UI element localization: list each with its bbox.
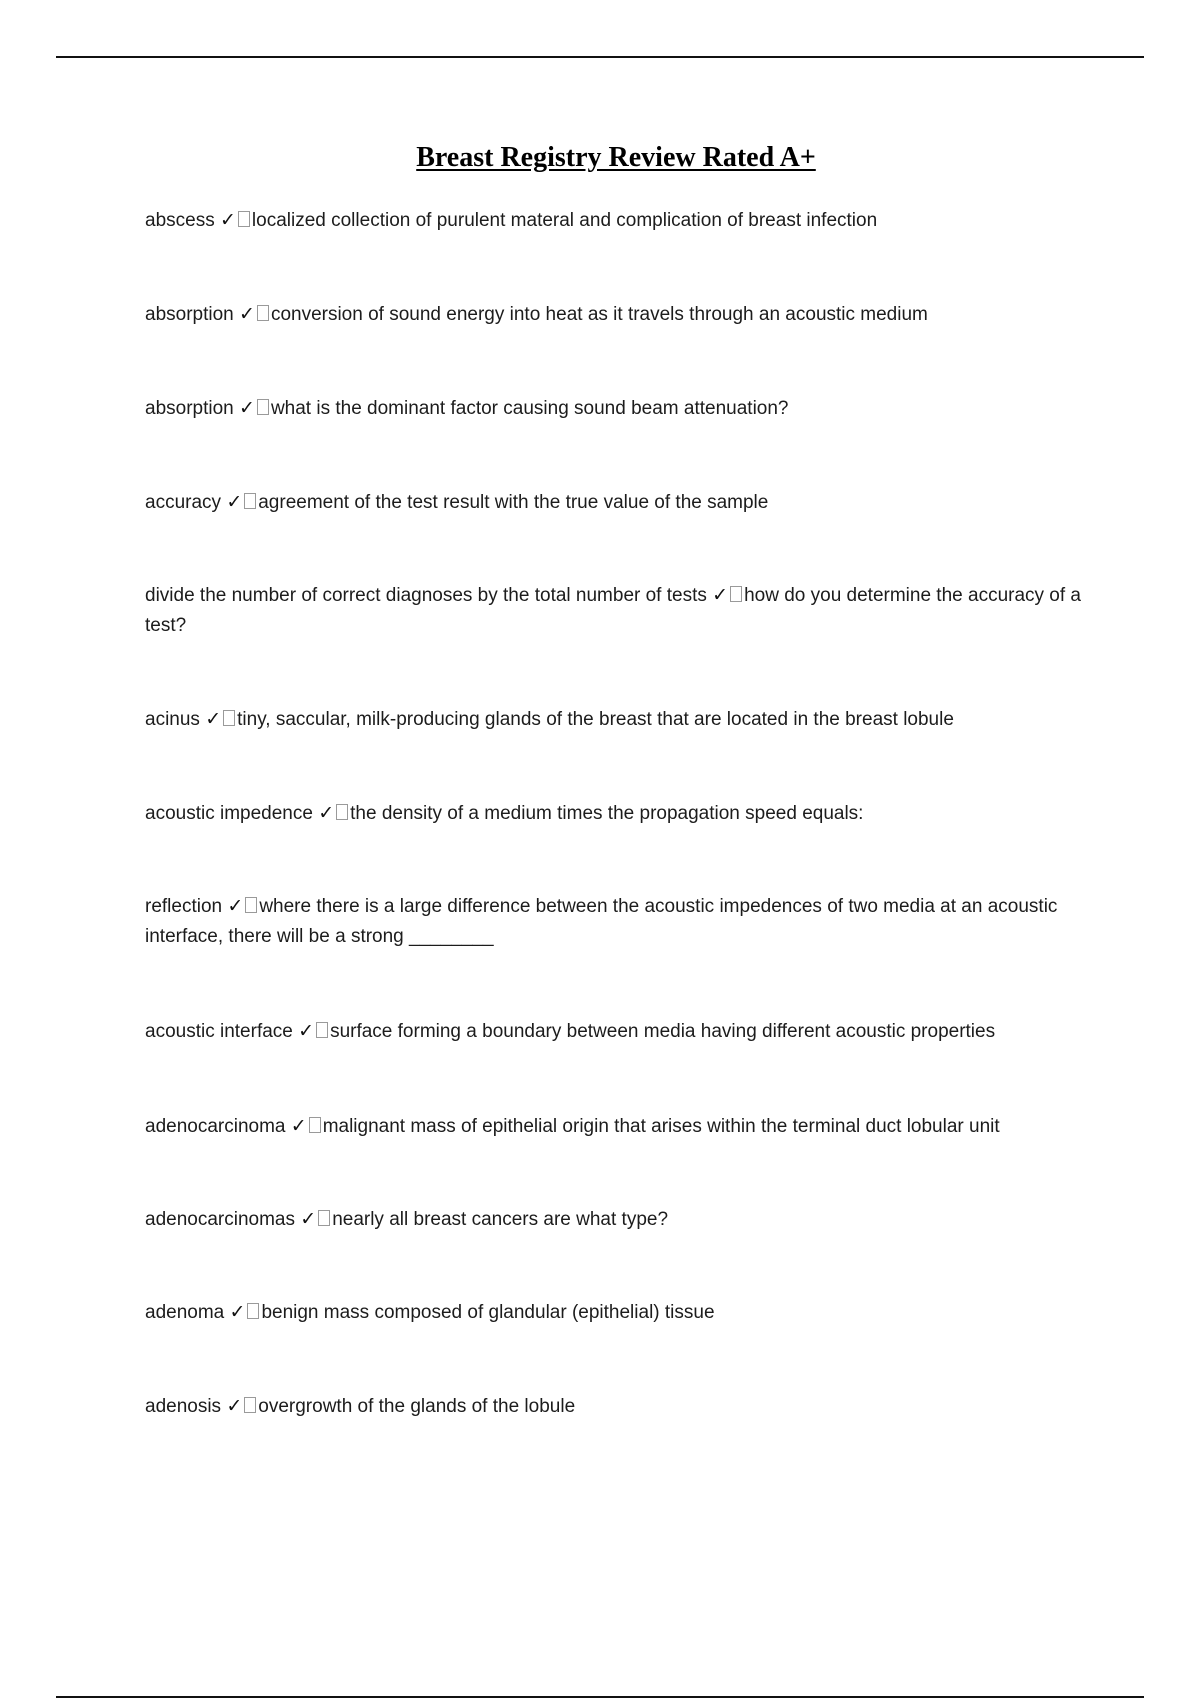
entry-definition: tiny, saccular, milk-producing glands of the breast that are located in the breast lobule [237,709,954,730]
check-icon: ✓ [300,1208,317,1230]
entry-definition: nearly all breast cancers are what type? [332,1209,669,1230]
entry-definition: the density of a medium times the propagation speed equals: [350,803,864,824]
entry-definition: what is the dominant factor causing sound beam attenuation? [270,398,789,419]
check-icon: ✓ [239,397,255,419]
entry [145,891,1085,952]
entry-definition: surface forming a boundary between media having different acoustic properties [330,1021,996,1042]
check-icon: ✓ [318,802,335,824]
document-title: Breast Registry Review Rated A+ [416,142,816,173]
entry-term: adenocarcinoma [145,1116,286,1137]
check-icon: ✓ [226,1395,243,1417]
entry-definition: overgrowth of the glands of the lobule [258,1396,576,1417]
entry-term: absorption [145,398,234,419]
missing-glyph-box-icon [316,1022,328,1038]
entry [145,1391,1085,1422]
entry-term: adenosis [145,1396,222,1417]
entry-term: adenocarcinomas [145,1209,295,1230]
entry-term: divide the number of correct diagnoses by the total number of tests [145,585,707,606]
entry-term: accuracy [145,492,222,513]
entry [145,1204,1085,1235]
entry [145,1297,1085,1328]
missing-glyph-box-icon [244,1397,256,1413]
check-icon: ✓ [290,1115,307,1137]
missing-glyph-box-icon [257,399,269,415]
missing-glyph-box-icon [247,1303,259,1319]
check-icon: ✓ [298,1020,315,1042]
entry-term: acoustic impedence [145,803,313,824]
check-icon: ✓ [205,708,222,730]
missing-glyph-box-icon [238,211,250,227]
entry-definition: agreement of the test result with the true value of the sample [258,492,769,513]
entry [145,1016,1085,1047]
entry-term: acoustic interface [145,1021,293,1042]
missing-glyph-box-icon [730,586,742,602]
missing-glyph-box-icon [244,493,256,509]
entry-term: adenoma [145,1302,225,1323]
entry [145,393,1085,424]
check-icon: ✓ [229,1301,246,1323]
missing-glyph-box-icon [309,1117,321,1133]
check-icon: ✓ [219,209,236,231]
missing-glyph-box-icon [336,804,348,820]
check-icon: ✓ [226,491,243,513]
entry-term: reflection [145,896,223,917]
entry [145,487,1085,518]
entry-term: acinus [145,709,200,730]
entry-definition: localized collection of purulent materal and complication of breast infection [251,210,878,231]
entry [145,299,1085,330]
entry-definition: where there is a large difference between the acoustic impedences of two media at an acoustic interface, there will be a strong ________ [145,896,1058,947]
check-icon: ✓ [239,303,255,325]
entry-definition: how do you determine the accuracy of a test? [145,585,1081,636]
missing-glyph-box-icon [318,1210,330,1226]
bottom-rule [56,1696,1144,1698]
entry [145,205,1085,236]
entry [145,704,1085,735]
entry [145,1111,1085,1142]
check-icon: ✓ [712,584,729,606]
check-icon: ✓ [227,895,244,917]
missing-glyph-box-icon [257,305,269,321]
entry [145,580,1085,641]
entry-definition: benign mass composed of glandular (epithelial) tissue [261,1302,715,1323]
missing-glyph-box-icon [245,897,257,913]
entry-definition: malignant mass of epithelial origin that arises within the terminal duct lobular unit [322,1116,1000,1137]
entry [145,798,1085,829]
entry-term: abscess [145,210,215,231]
top-rule [56,56,1144,58]
entry-definition: conversion of sound energy into heat as it travels through an acoustic medium [270,304,928,325]
missing-glyph-box-icon [223,710,235,726]
entry-term: absorption [145,304,234,325]
